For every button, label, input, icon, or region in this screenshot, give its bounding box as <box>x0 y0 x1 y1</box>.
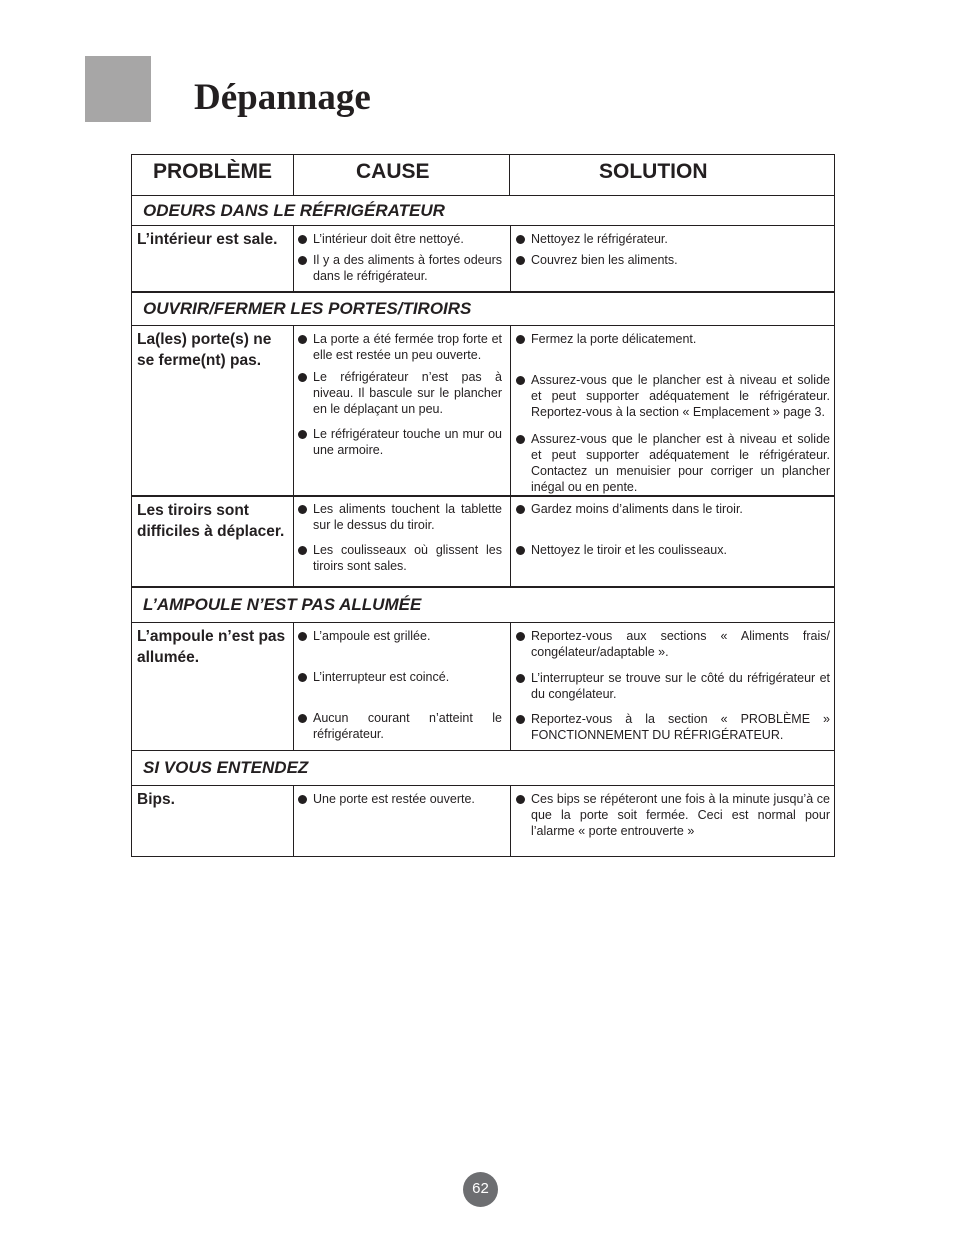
cause-cell <box>294 623 511 750</box>
header-gray-block <box>85 56 151 122</box>
cause-text: Il y a des aliments à fortes odeurs dans le réfrigérateur. <box>313 253 502 283</box>
bullet-icon <box>516 795 525 804</box>
table-row <box>132 226 834 292</box>
solution-cell <box>511 497 834 586</box>
page-title: Dépannage <box>194 77 371 118</box>
list-item <box>516 711 830 743</box>
list-item <box>516 542 830 558</box>
section-heading: L’AMPOULE N’EST PAS ALLUMÉE <box>132 587 834 623</box>
list-item <box>516 231 830 247</box>
cause-text: Aucun courant n’atteint le réfrigérateur. <box>313 711 502 741</box>
list-item <box>298 426 502 458</box>
list-item <box>298 628 502 644</box>
problem-cell: Bips. <box>132 786 294 856</box>
solution-text: Assurez-vous que le plancher est à niveau et solide et peut supporter adéquatement le réfrigérateur. Reportez-vous à la section « Emplacement » page 3. <box>531 373 830 419</box>
bullet-icon <box>298 430 307 439</box>
solution-cell <box>511 326 834 495</box>
cause-cell <box>294 497 511 586</box>
section-heading: ODEURS DANS LE RÉFRIGÉRATEUR <box>132 196 834 226</box>
bullet-icon <box>516 335 525 344</box>
list-item <box>298 542 502 574</box>
list-item <box>516 628 830 660</box>
cause-text: Une porte est restée ouverte. <box>313 792 475 806</box>
problem-cell: Les tiroirs sont difficiles à déplacer. <box>132 497 294 586</box>
bullet-icon <box>298 632 307 641</box>
table-row <box>132 326 834 497</box>
list-item <box>298 331 502 363</box>
solution-cell <box>511 786 834 856</box>
header-problem: PROBLÈME <box>132 155 294 195</box>
solution-text: Assurez-vous que le plancher est à niveau et solide et peut supporter adéquatement le réfrigérateur. Contactez un menuisier pour corriger un plancher inégal ou en pente. <box>531 432 830 494</box>
bullet-icon <box>298 335 307 344</box>
cause-cell <box>294 786 511 856</box>
bullet-icon <box>298 256 307 265</box>
header-solution: SOLUTION <box>599 160 708 183</box>
list-item <box>516 431 830 495</box>
cause-cell <box>294 326 511 495</box>
bullet-icon <box>516 376 525 385</box>
list-item <box>516 372 830 420</box>
bullet-icon <box>516 235 525 244</box>
solution-cell <box>511 226 834 291</box>
list-item <box>298 369 502 417</box>
bullet-icon <box>298 505 307 514</box>
bullet-icon <box>298 795 307 804</box>
list-item <box>298 791 502 807</box>
cause-text: L’ampoule est grillée. <box>313 629 431 643</box>
page-number: 62 <box>463 1172 498 1207</box>
bullet-icon <box>516 674 525 683</box>
table-row <box>132 786 834 856</box>
list-item <box>298 710 502 742</box>
cause-cell <box>294 226 511 291</box>
cause-text: L’intérieur doit être nettoyé. <box>313 232 464 246</box>
list-item <box>298 231 502 247</box>
solution-text: Reportez-vous à la section « PROBLÈME » FONCTIONNEMENT DU RÉFRIGÉRATEUR. <box>531 712 830 742</box>
list-item <box>298 252 502 284</box>
problem-cell: L’intérieur est sale. <box>132 226 294 291</box>
list-item <box>516 331 830 347</box>
list-item <box>516 501 830 517</box>
cause-text: Les coulisseaux où glissent les tiroirs sont sales. <box>313 543 502 573</box>
bullet-icon <box>298 673 307 682</box>
solution-text: Couvrez bien les aliments. <box>531 253 678 267</box>
table-row <box>132 497 834 587</box>
solution-text: L’interrupteur se trouve sur le côté du réfrigérateur et du congélateur. <box>531 671 830 701</box>
problem-cell: L’ampoule n’est pas allumée. <box>132 623 294 750</box>
header-cause: CAUSE <box>294 155 510 195</box>
bullet-icon <box>298 546 307 555</box>
troubleshooting-table <box>131 154 835 857</box>
table-row <box>132 623 834 751</box>
list-item <box>516 670 830 702</box>
bullet-icon <box>516 715 525 724</box>
cause-text: Le réfrigérateur n’est pas à niveau. Il bascule sur le plancher en le déplaçant un peu. <box>313 370 502 416</box>
cause-text: Le réfrigérateur touche un mur ou une armoire. <box>313 427 502 457</box>
solution-cell <box>511 623 834 750</box>
bullet-icon <box>298 373 307 382</box>
list-item <box>516 791 830 839</box>
solution-text: Gardez moins d’aliments dans le tiroir. <box>531 502 743 516</box>
bullet-icon <box>516 435 525 444</box>
cause-text: L’interrupteur est coincé. <box>313 670 450 684</box>
solution-text: Ces bips se répéteront une fois à la minute jusqu’à ce que la porte soit fermée. Ceci est normal pour l’alarme « porte entrouverte » <box>531 792 830 838</box>
solution-text: Nettoyez le tiroir et les coulisseaux. <box>531 543 727 557</box>
bullet-icon <box>516 256 525 265</box>
bullet-icon <box>516 632 525 641</box>
solution-text: Nettoyez le réfrigérateur. <box>531 232 668 246</box>
bullet-icon <box>516 546 525 555</box>
list-item <box>516 252 830 268</box>
problem-cell: La(les) porte(s) ne se ferme(nt) pas. <box>132 326 294 495</box>
bullet-icon <box>516 505 525 514</box>
solution-text: Reportez-vous aux sections « Aliments frais/ congélateur/adaptable ». <box>531 629 830 659</box>
solution-text: Fermez la porte délicatement. <box>531 332 697 346</box>
bullet-icon <box>298 235 307 244</box>
table-header-row <box>132 155 834 196</box>
bullet-icon <box>298 714 307 723</box>
cause-text: Les aliments touchent la tablette sur le dessus du tiroir. <box>313 502 502 532</box>
cause-text: La porte a été fermée trop forte et elle est restée un peu ouverte. <box>313 332 502 362</box>
list-item <box>298 501 502 533</box>
section-heading: SI VOUS ENTENDEZ <box>132 751 834 786</box>
section-heading: OUVRIR/FERMER LES PORTES/TIROIRS <box>132 292 834 326</box>
list-item <box>298 669 502 685</box>
